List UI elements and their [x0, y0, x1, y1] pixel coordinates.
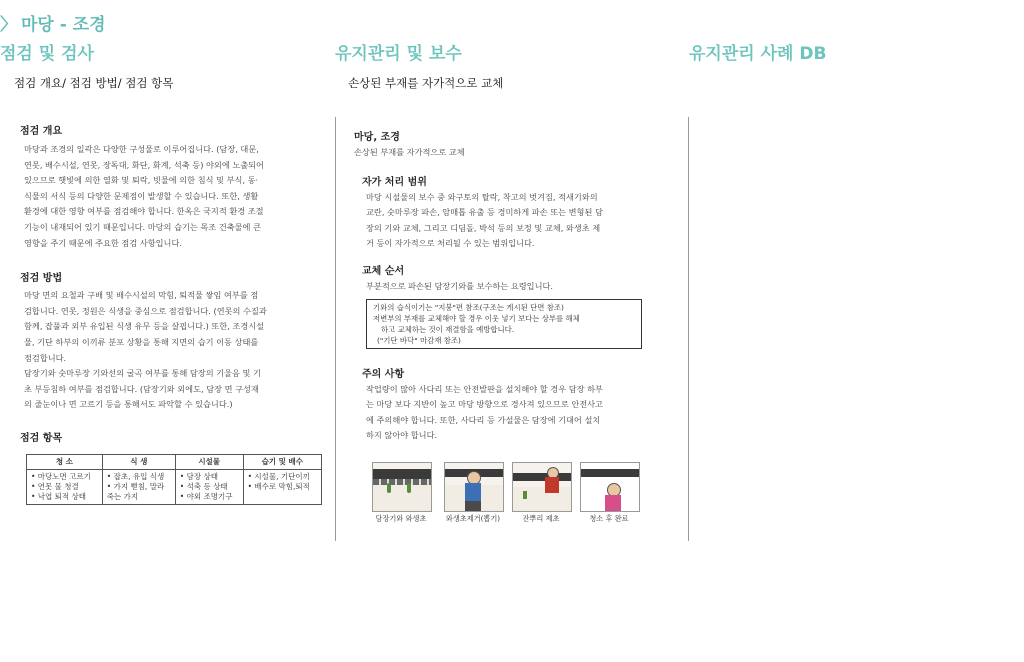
- breadcrumb: [0, 10, 106, 35]
- inspection-items-table: [26, 454, 322, 505]
- cell-line: • 담장 상태: [179, 471, 218, 481]
- caption: 청소 후 완료: [589, 514, 629, 523]
- text-line: 의 줄눈이나 면 고르기 등을 통해서도 파악할 수 있습니다.): [24, 399, 233, 410]
- note-line: 하고 교체하는 것이 재결함을 예방합니다.: [381, 324, 515, 334]
- method-text: [24, 288, 326, 413]
- weed-removal-image: [444, 462, 504, 512]
- note-line: 저변부의 부재를 교체해야 할 경우 이웃 넣기 보다는 상부를 해체: [373, 313, 580, 323]
- inspection-subtitle: 점검 개요/ 점검 방법/ 점검 항목: [14, 76, 174, 90]
- cell-line: • 연못 물 청결: [31, 481, 79, 491]
- maintenance-subtitle: 손상된 부재를 자가적으로 교체: [348, 76, 504, 90]
- breadcrumb-label: 마당 - 조경: [21, 15, 106, 35]
- case-db-title[interactable]: 유지관리 사례 DB: [689, 44, 827, 64]
- illustration-2: [444, 462, 504, 512]
- table-cell: [102, 469, 175, 504]
- wall-tile-weeds-image: [372, 462, 432, 512]
- cell-line: • 잡초, 유입 식생: [106, 471, 165, 481]
- text-line: 마당과 조경의 일곽은 다양한 구성물로 이루어집니다. (담장, 대문,: [24, 144, 259, 154]
- text-line: 하지 않아야 합니다.: [366, 430, 438, 441]
- caption: 잔뿌리 제초: [522, 514, 560, 523]
- text-line: 연못, 배수시설, 연못, 장독대, 화단, 화계, 석축 등) 야외에 노출되어: [24, 159, 264, 170]
- scope-heading: 자가 처리 범위: [362, 176, 427, 188]
- caption: 와생초제거(뽑기): [445, 514, 501, 523]
- chevron-right-icon: 〉: [0, 15, 17, 35]
- illustration-1: [372, 462, 432, 512]
- note-line: 기와의 습식이기는 "지붕"편 참조(구조는 게시된 단면 참조): [373, 302, 564, 312]
- text-line: 함께, 잡풀과 외부 유입된 식생 유무 등을 살핍니다.) 또한, 조경시설: [24, 321, 265, 332]
- text-line: 담장기와 숫마루장 기와선의 굴곡 여부를 통해 담장의 기울음 및 기: [24, 368, 261, 379]
- order-text: 부분적으로 파손된 담장기와를 보수하는 요령입니다.: [366, 280, 554, 291]
- text-line: 거 등이 자가적으로 처리될 수 있는 범위입니다.: [366, 238, 535, 249]
- illustration-4: [580, 462, 640, 512]
- text-line: 작업량이 많아 사다리 또는 안전발판을 설치해야 할 경우 담장 하부: [366, 383, 603, 394]
- cell-line: • 시설물, 기단이끼: [247, 471, 310, 481]
- text-line: 마당 시설물의 보수 중 와구토의 탈락, 착고의 벗겨짐, 적새기와의: [366, 191, 598, 202]
- note-box: [366, 299, 642, 349]
- repair-document: [354, 128, 654, 444]
- method-heading: 점검 방법: [20, 273, 63, 285]
- table-header: 식 생: [102, 454, 175, 469]
- text-line: 있으므로 햇빛에 의한 열화 및 퇴락, 빗물에 의한 침식 및 부식, 동·: [24, 175, 259, 186]
- scope-text: [366, 190, 654, 252]
- table-header: 습기 및 배수: [243, 454, 321, 469]
- overview-text: [24, 142, 326, 251]
- text-line: 장의 기와 교체, 그리고 디딤돌, 박석 등의 보정 및 교체, 와생초 제: [366, 222, 601, 233]
- inspection-title[interactable]: 점검 및 검사: [0, 44, 94, 64]
- text-line: 물, 기단 하부의 이끼류 분포 상황을 통해 지면의 습기 이동 상태를: [24, 336, 259, 347]
- text-line: 환경에 대한 영향 여부를 점검해야 합니다. 한옥은 국지적 환경 조절: [24, 206, 264, 217]
- overview-heading: 점검 개요: [20, 126, 63, 137]
- note-line: ("기단 바닥" 마감재 참조): [377, 335, 461, 345]
- repair-doc-subtitle: 손상된 부재를 자가적으로 교체: [354, 147, 465, 157]
- caution-text: [366, 382, 654, 444]
- column-divider: [335, 117, 336, 541]
- text-line: 영향을 주기 때문에 주요한 점검 사항입니다.: [24, 237, 182, 248]
- text-line: 식물의 서식 등의 다양한 문제점이 발생할 수 있습니다. 또한, 생활: [24, 190, 259, 201]
- table-cell: [175, 469, 243, 504]
- cleanup-complete-image: [580, 462, 640, 512]
- cell-line: • 가지 뻗침, 말라: [106, 481, 165, 491]
- cell-line: • 배수로 막힘,퇴적: [247, 481, 310, 491]
- table-cell: [27, 469, 103, 504]
- cell-line: • 야외 조명기구: [179, 491, 233, 501]
- caption: 담장기와 와생초: [375, 514, 427, 523]
- inspection-document: [20, 122, 326, 505]
- order-heading: 교체 순서: [362, 265, 405, 277]
- items-heading: 점검 항목: [20, 432, 63, 444]
- table-header: 청 소: [27, 454, 103, 469]
- root-weeding-image: [512, 462, 572, 512]
- cell-line: • 낙엽 퇴적 상태: [31, 491, 87, 501]
- cell-line: • 석축 등 상태: [179, 481, 228, 491]
- text-line: 초 부등침하 여부를 점검합니다. (담장기와 외에도, 담장 면 구성재: [24, 383, 259, 394]
- table-cell: [243, 469, 321, 504]
- text-line: 는 마당 보다 지반이 높고 마당 방향으로 경사져 있으므로 안전사고: [366, 399, 603, 410]
- cell-line: • 마당노면 고르기: [31, 471, 91, 481]
- illustration-3: [512, 462, 572, 512]
- cell-line: 죽는 가지: [106, 491, 139, 501]
- repair-doc-title: 마당, 조경: [354, 132, 400, 143]
- text-line: 기능이 내재되어 있기 때문입니다. 마당의 습기는 목조 건축물에 큰: [24, 221, 261, 232]
- text-line: 교란, 숫마루장 파손, 암매톱 유출 등 경미하게 파손 또는 변형된 담: [366, 207, 603, 218]
- text-line: 에 주의해야 합니다. 또한, 사다리 등 가설물은 담장에 기대어 설치: [366, 414, 601, 425]
- text-line: 마당 면의 요철과 구배 및 배수시설의 막힘, 퇴적물 쌓임 여부를 점: [24, 290, 259, 301]
- caution-heading: 주의 사항: [362, 368, 405, 380]
- text-line: 점검합니다.: [24, 352, 67, 363]
- table-header: 시설물: [175, 454, 243, 469]
- text-line: 검합니다. 연못, 정원은 식생을 중심으로 점검합니다. (연못의 수질과: [24, 305, 267, 316]
- column-divider: [688, 117, 689, 541]
- maintenance-title[interactable]: 유지관리 및 보수: [335, 44, 462, 64]
